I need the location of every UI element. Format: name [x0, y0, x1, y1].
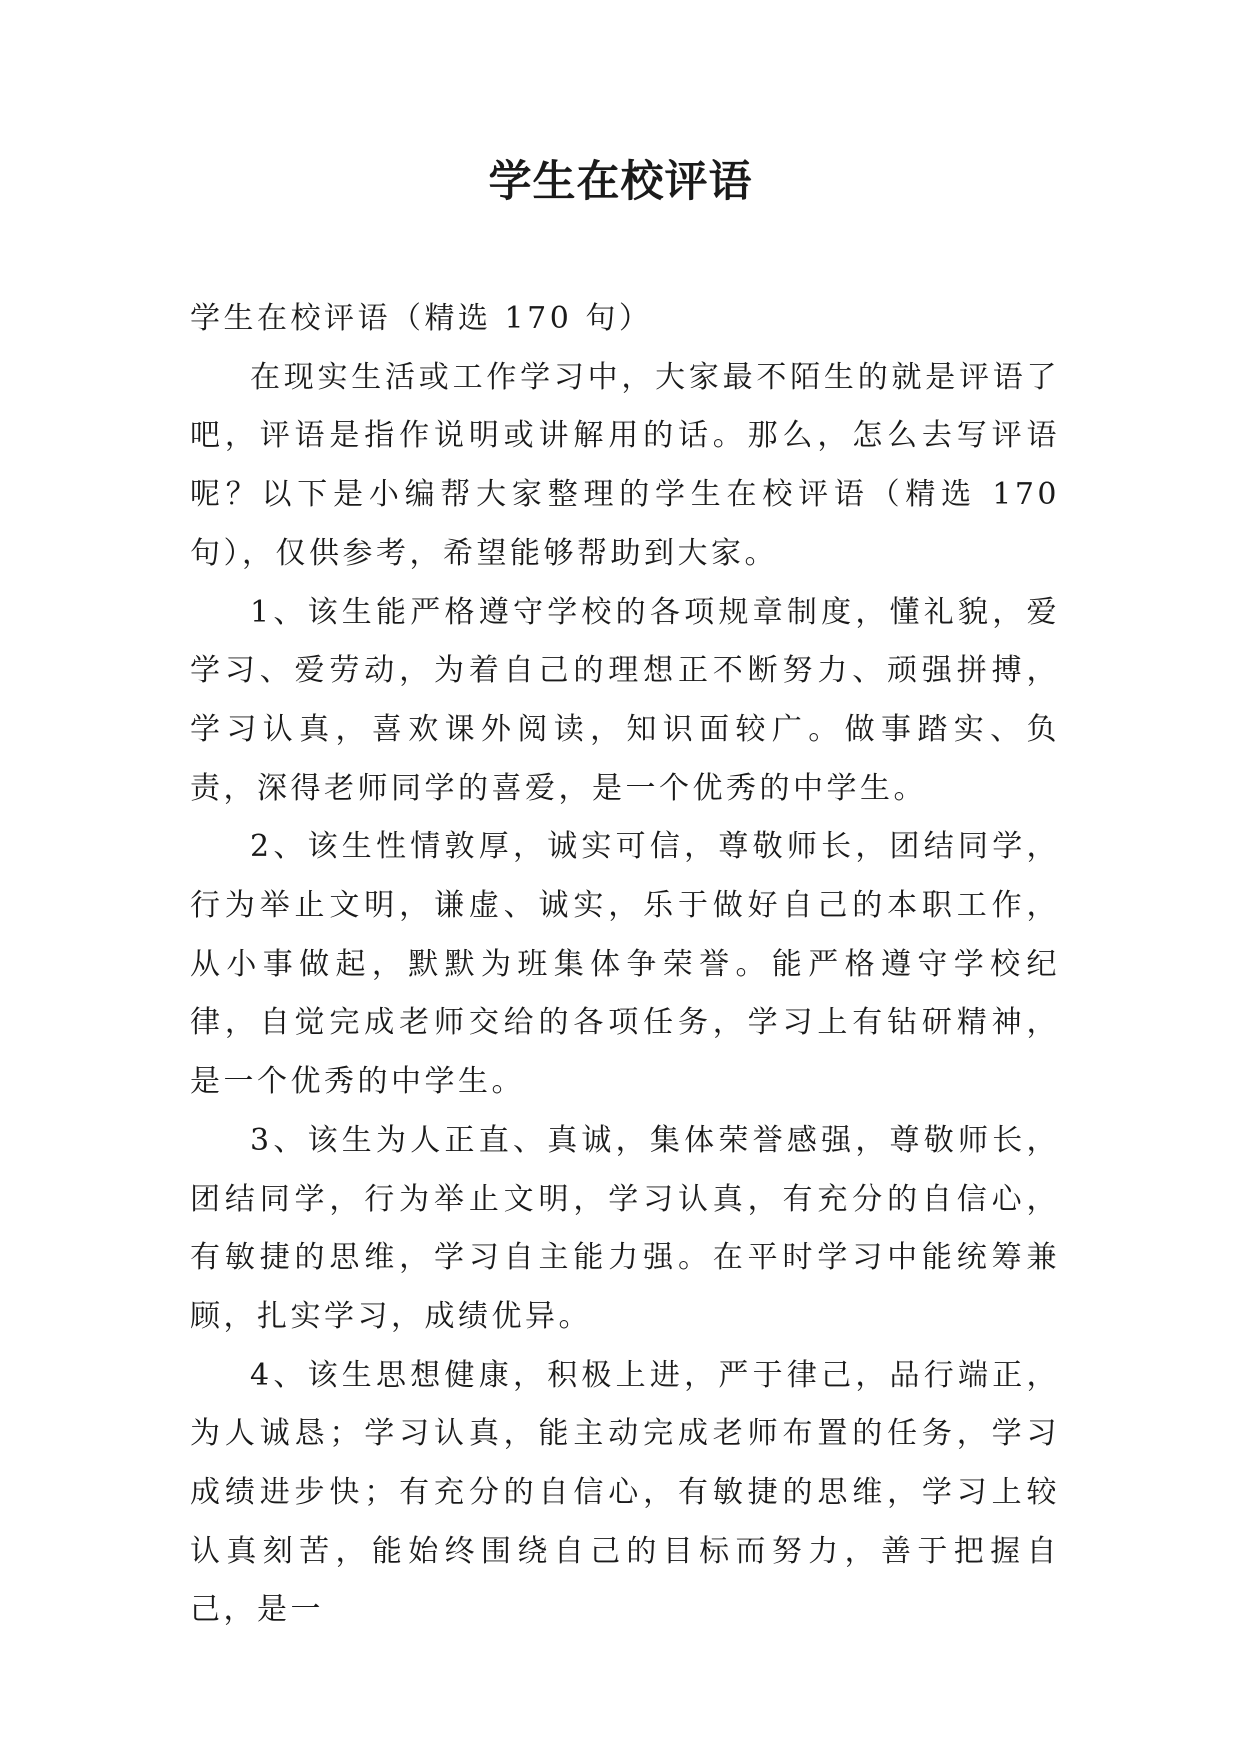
intro-paragraph: 在现实生活或工作学习中，大家最不陌生的就是评语了吧，评语是指作说明或讲解用的话。那么，怎么去写评语呢？以下是小编帮大家整理的学生在校评语（精选 170 句），仅供参考，希望能够帮助到大家。	[190, 359, 1060, 571]
comment-item-1: 1、该生能严格遵守学校的各项规章制度，懂礼貌，爱学习、爱劳动，为着自己的理想正不断努力、顽强拼搏，学习认真，喜欢课外阅读，知识面较广。做事踏实、负责，深得老师同学的喜爱，是一个优秀的中学生。	[190, 594, 1060, 806]
document-title: 学生在校评语	[488, 157, 753, 207]
document-subtitle: 学生在校评语（精选 170 句）	[190, 301, 653, 336]
comment-item-4: 4、该生思想健康，积极上进，严于律己，品行端正，为人诚恳；学习认真，能主动完成老师布置的任务，学习成绩进步快；有充分的自信心，有敏捷的思维，学习上较认真刻苦，能始终围绕自己的目标而努力，善于把握自己，是一	[190, 1357, 1060, 1628]
comment-item-3: 3、该生为人正直、真诚，集体荣誉感强，尊敬师长，团结同学，行为举止文明，学习认真，有充分的自信心，有敏捷的思维，学习自主能力强。在平时学习中能统筹兼顾，扎实学习，成绩优异。	[190, 1122, 1060, 1334]
document-body	[190, 290, 1060, 1640]
comment-item-2: 2、该生性情敦厚，诚实可信，尊敬师长，团结同学，行为举止文明，谦虚、诚实，乐于做好自己的本职工作，从小事做起，默默为班集体争荣誉。能严格遵守学校纪律，自觉完成老师交给的各项任务，学习上有钻研精神，是一个优秀的中学生。	[190, 829, 1060, 1100]
